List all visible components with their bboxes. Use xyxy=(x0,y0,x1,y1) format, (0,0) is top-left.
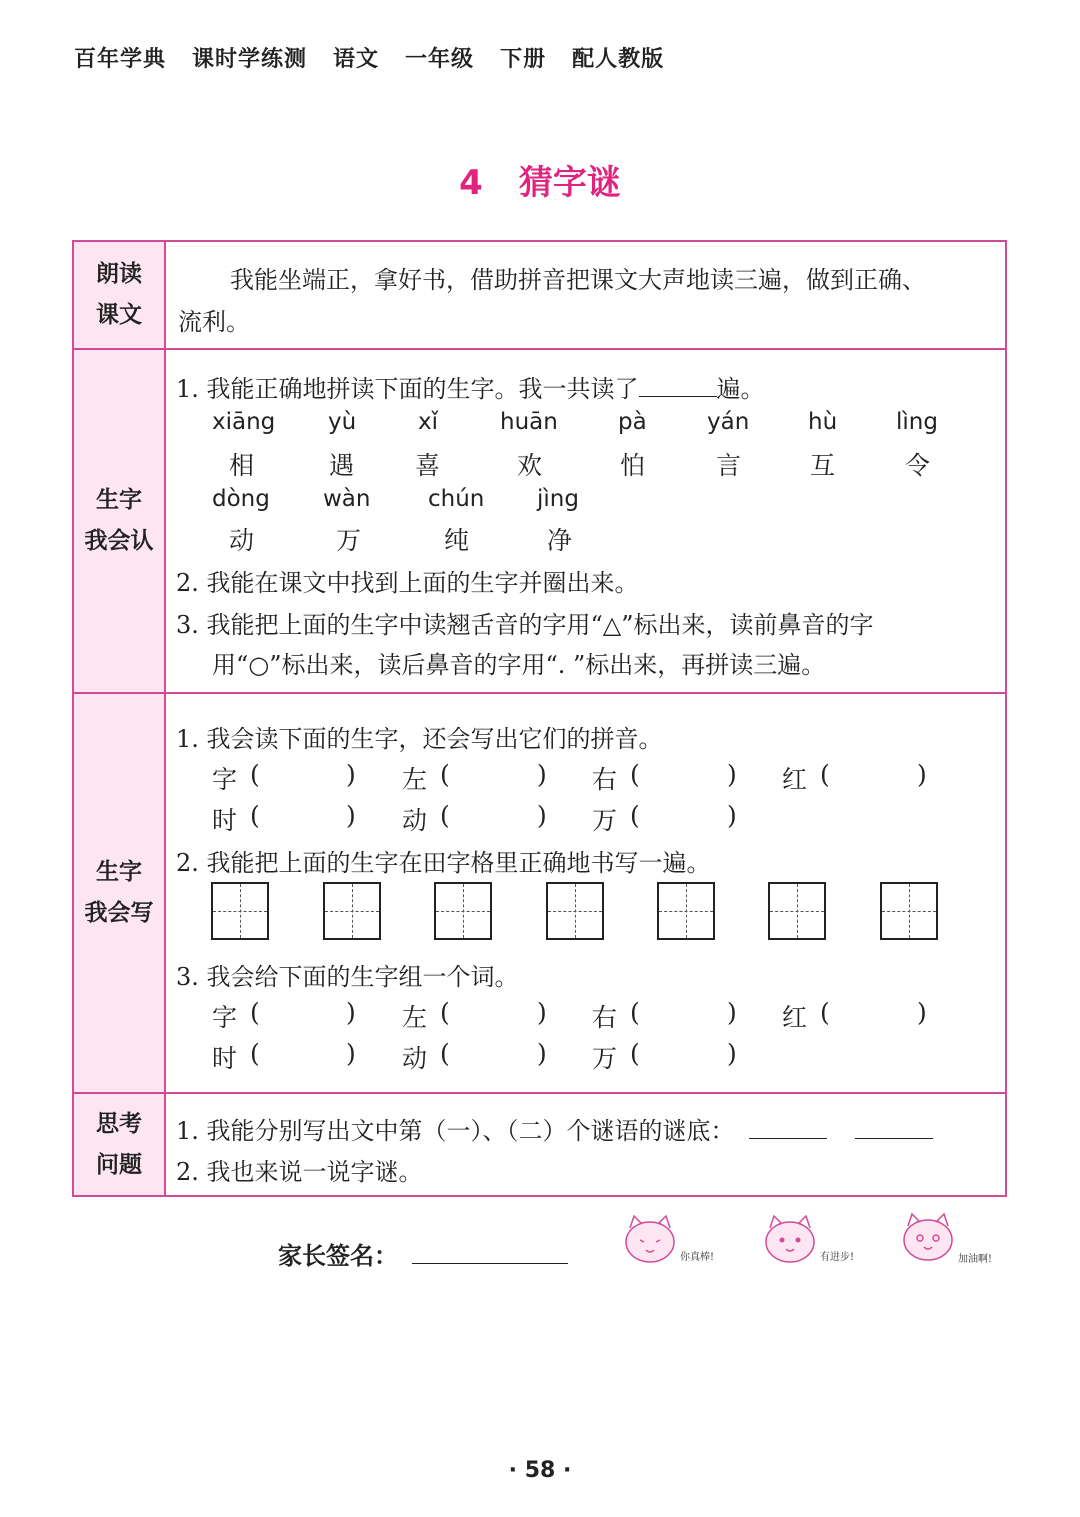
paren-close: ) xyxy=(537,1039,547,1068)
label-think xyxy=(74,1094,166,1195)
char: 万 xyxy=(592,1044,618,1073)
paren-open: ( xyxy=(820,998,830,1027)
paren-close: ) xyxy=(917,998,927,1027)
paren-open: ( xyxy=(820,760,830,789)
char: 互 xyxy=(810,451,836,480)
label-think-2: 问题 xyxy=(96,1151,142,1178)
paren-open: ( xyxy=(440,760,450,789)
header-series: 百年学典 xyxy=(74,47,167,72)
pinyin: lìng xyxy=(896,409,938,435)
header-edition: 配人教版 xyxy=(572,47,665,72)
lesson-number: 4 xyxy=(459,163,483,203)
sticker-progress xyxy=(758,1212,868,1268)
pinyin: chún xyxy=(428,486,485,512)
paren-close: ) xyxy=(727,760,737,789)
char: 左 xyxy=(402,765,428,794)
label-write xyxy=(74,694,166,1092)
char: 时 xyxy=(212,1044,238,1073)
read-count-blank[interactable] xyxy=(639,374,717,397)
paren-open: ( xyxy=(250,998,260,1027)
char: 动 xyxy=(402,1044,428,1073)
tianzige-box[interactable] xyxy=(323,882,381,940)
cat-face-icon xyxy=(758,1212,868,1268)
header-subject: 语文 xyxy=(333,47,380,72)
paren-open: ( xyxy=(440,998,450,1027)
paren-close: ) xyxy=(917,760,927,789)
char: 遇 xyxy=(329,451,355,480)
think-item1-text: 1. 我能分别写出文中第（一）、（二）个谜语的谜底： xyxy=(176,1117,735,1145)
paren-close: ) xyxy=(537,998,547,1027)
parent-signature-line[interactable] xyxy=(412,1263,568,1264)
pinyin: dòng xyxy=(212,486,270,512)
paren-close: ) xyxy=(537,760,547,789)
paren-close: ) xyxy=(537,801,547,830)
tianzige-box[interactable] xyxy=(211,882,269,940)
label-recognize-1: 生字 xyxy=(96,487,142,513)
pinyin: pà xyxy=(618,409,647,435)
pinyin: xiāng xyxy=(212,409,276,435)
char: 喜 xyxy=(415,451,441,480)
riddle-answer-1-blank[interactable] xyxy=(749,1116,827,1139)
paren-open: ( xyxy=(440,1039,450,1068)
label-write-1: 生字 xyxy=(96,859,142,885)
write-item1: 1. 我会读下面的生字，还会写出它们的拼音。 xyxy=(176,725,663,753)
char: 左 xyxy=(402,1003,428,1032)
riddle-answer-2-blank[interactable] xyxy=(855,1116,933,1139)
char: 相 xyxy=(229,451,255,480)
recognize-item3-line1: 3. 我能把上面的生字中读翘舌音的字用“△”标出来，读前鼻音的字 xyxy=(176,611,874,639)
char: 红 xyxy=(782,1003,808,1032)
tianzige-box[interactable] xyxy=(434,882,492,940)
tianzige-box[interactable] xyxy=(546,882,604,940)
sticker-label: 加油啊! xyxy=(958,1254,993,1265)
cat-face-icon xyxy=(618,1212,728,1268)
tianzige-box[interactable] xyxy=(880,882,938,940)
header-grade: 一年级 xyxy=(405,47,475,72)
sticker-label: 你真棒! xyxy=(680,1252,715,1263)
paren-open: ( xyxy=(630,1039,640,1068)
write-item2: 2. 我能把上面的生字在田字格里正确地书写一遍。 xyxy=(176,849,711,877)
think-item2: 2. 我也来说一说字谜。 xyxy=(176,1158,423,1186)
char: 怕 xyxy=(620,451,646,480)
paren-open: ( xyxy=(440,801,450,830)
char: 欢 xyxy=(517,451,543,480)
cat-face-icon xyxy=(896,1212,1006,1268)
write-item3: 3. 我会给下面的生字组一个词。 xyxy=(176,963,519,991)
char: 净 xyxy=(547,526,573,555)
tianzige-box[interactable] xyxy=(768,882,826,940)
char: 动 xyxy=(229,526,255,555)
label-recognize-2: 我会认 xyxy=(84,528,154,554)
char: 时 xyxy=(212,806,238,835)
char: 令 xyxy=(905,451,931,480)
label-read-2: 课文 xyxy=(96,302,142,328)
sticker-great xyxy=(618,1212,728,1268)
label-write-2: 我会写 xyxy=(84,900,154,926)
paren-open: ( xyxy=(250,801,260,830)
sticker-cheer xyxy=(896,1212,1006,1268)
label-read xyxy=(74,242,166,348)
char: 红 xyxy=(782,765,808,794)
char: 字 xyxy=(212,1003,238,1032)
paren-close: ) xyxy=(346,760,356,789)
paren-open: ( xyxy=(250,1039,260,1068)
recognize-item1-end: 遍。 xyxy=(716,375,765,403)
paren-close: ) xyxy=(346,801,356,830)
paren-close: ) xyxy=(346,998,356,1027)
lesson-name: 猜字谜 xyxy=(518,163,621,203)
pinyin: huān xyxy=(500,409,558,435)
char: 右 xyxy=(592,1003,618,1032)
paren-open: ( xyxy=(630,998,640,1027)
sticker-label: 有进步! xyxy=(820,1252,855,1263)
char: 纯 xyxy=(444,526,470,555)
paren-open: ( xyxy=(250,760,260,789)
pinyin: jìng xyxy=(537,486,579,512)
char: 言 xyxy=(716,451,742,480)
recognize-item1-text: 1. 我能正确地拼读下面的生字。我一共读了 xyxy=(176,375,639,403)
pinyin: wàn xyxy=(323,486,371,512)
paren-open: ( xyxy=(630,801,640,830)
label-think-1: 思考 xyxy=(96,1110,142,1137)
book-header xyxy=(74,42,690,73)
char: 动 xyxy=(402,806,428,835)
tianzige-box[interactable] xyxy=(657,882,715,940)
char: 万 xyxy=(336,526,362,555)
header-volume: 下册 xyxy=(500,47,547,72)
paren-open: ( xyxy=(630,760,640,789)
recognize-item1 xyxy=(176,369,765,404)
label-recognize xyxy=(74,350,166,692)
read-text-line1: 我能坐端正，拿好书，借助拼音把课文大声地读三遍，做到正确、 xyxy=(230,266,926,294)
char: 万 xyxy=(592,806,618,835)
pinyin: hù xyxy=(808,409,838,435)
paren-close: ) xyxy=(346,1039,356,1068)
pinyin: yán xyxy=(707,409,750,435)
read-text-line2: 流利。 xyxy=(178,308,250,336)
lesson-title xyxy=(0,155,1080,204)
paren-close: ) xyxy=(727,801,737,830)
paren-close: ) xyxy=(727,1039,737,1068)
pinyin: xǐ xyxy=(418,409,439,435)
char: 右 xyxy=(592,765,618,794)
header-book: 课时学练测 xyxy=(192,47,308,72)
parent-signature-label: 家长签名： xyxy=(278,1242,398,1270)
char: 字 xyxy=(212,765,238,794)
think-item1 xyxy=(176,1111,933,1146)
label-read-1: 朗读 xyxy=(96,261,142,287)
page-number: · 58 · xyxy=(508,1458,572,1483)
recognize-item3-line2: 用“○”标出来，读后鼻音的字用“. ”标出来，再拼读三遍。 xyxy=(212,651,826,679)
recognize-item2: 2. 我能在课文中找到上面的生字并圈出来。 xyxy=(176,569,639,597)
pinyin: yù xyxy=(328,409,357,435)
paren-close: ) xyxy=(727,998,737,1027)
